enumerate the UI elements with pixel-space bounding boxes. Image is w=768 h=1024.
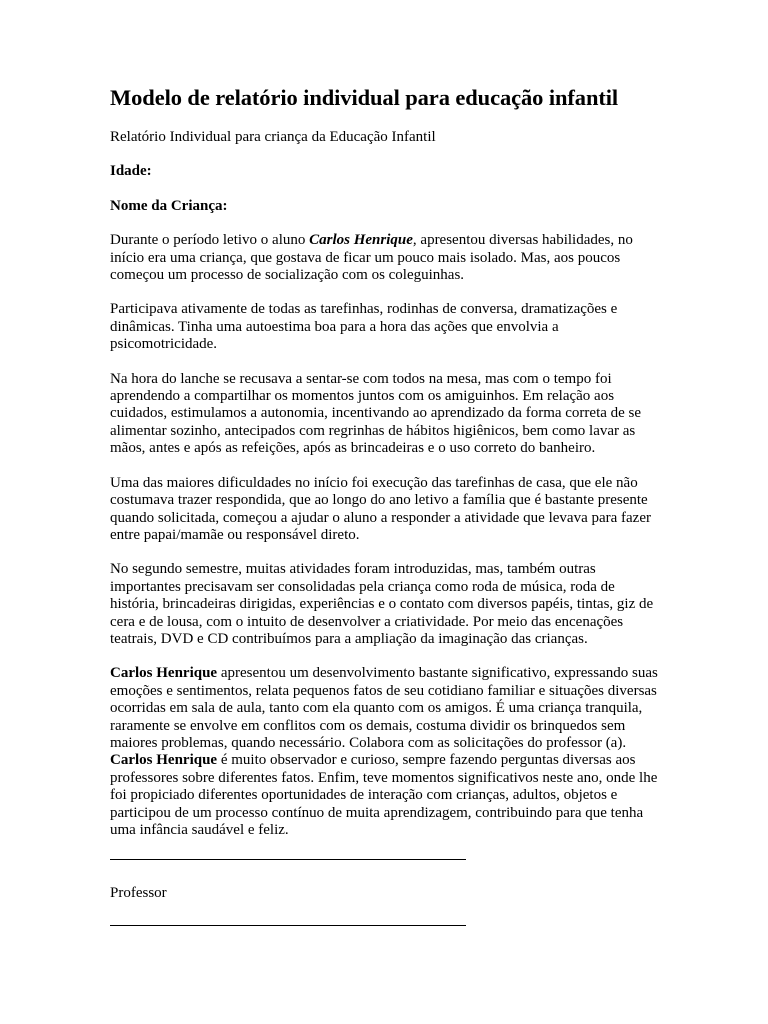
- document-page: [110, 84, 662, 926]
- age-label: Idade:: [110, 163, 152, 180]
- paragraph-second-semester: No segundo semestre, muitas atividades foram introduzidas, mas, também outras importantes precisavam ser consolidadas pela criança como roda de música, roda de história, brincadeiras dirigidas, experiências e o contato com diversos papéis, tintas, giz de cera e de lousa, com o intuito de desenvolver a criatividade. Por meio das encenações teatrais, DVD e CD contribuímos para a ampliação da imaginação das crianças.: [110, 561, 654, 647]
- paragraph-participation: Participava ativamente de todas as tarefinhas, rodinhas de conversa, dramatizações e dinâmicas. Tinha uma autoestima boa para a hora das ações que envolvia a psicomotricidade.: [110, 301, 618, 353]
- signature-label: Professor: [110, 885, 167, 902]
- paragraph-development-part-2: é muito observador e curioso, sempre fazendo perguntas diversas aos professores sobre diferentes fatos. Enfim, teve momentos significativos neste ano, onde lhe foi propiciado diferentes oportunidades de interação com crianças, adultos, objetos e participou de um processo contínuo de muita aprendizagem, contribuindo para que tenha uma infância saudável e feliz.: [110, 752, 658, 838]
- paragraph-snack: Na hora do lanche se recusava a sentar-se com todos na mesa, mas com o tempo foi aprendendo a compartilhar os momentos juntos com os amiguinhos. Em relação aos cuidados, estimulamos a autonomia, incentivando ao aprendizado da forma correta de se alimentar sozinho, antecipados com regrinhas de hábitos higiênicos, bem como lavar as mãos, antes e após as refeições, após as brincadeiras e o uso correto do banheiro.: [110, 370, 642, 457]
- student-name: Carlos Henrique: [309, 232, 413, 249]
- paragraph-intro: [110, 232, 662, 284]
- paragraph-development: [110, 665, 662, 839]
- signature-line: [110, 925, 466, 926]
- student-name: Carlos Henrique: [110, 752, 218, 769]
- paragraph-intro-end: , apresentou diversas habilidades, no início era uma criança, que gostava de ficar um pouco mais isolado. Mas, aos poucos começou um processo de socialização com os coleguinhas.: [110, 232, 633, 284]
- document-subtitle: Relatório Individual para criança da Educação Infantil: [110, 129, 436, 145]
- student-name: Carlos Henrique: [110, 665, 218, 682]
- paragraph-intro-start: Durante o período letivo o aluno: [110, 232, 310, 249]
- child-name-label: Nome da Criança:: [110, 197, 228, 214]
- document-title: Modelo de relatório individual para educação infantil: [110, 85, 619, 110]
- paragraph-development-part-1: apresentou um desenvolvimento bastante significativo, expressando suas emoções e sentimentos, relata pequenos fatos de seu cotidiano familiar e situações diversas ocorridas em sala de aula, tanto com ela quanto com os amigos. É uma criança tranquila, raramente se envolve em conflitos com os demais, costuma dividir os brinquedos sem maiores problemas, quando necessário. Colabora com as solicitações do professor (a).: [110, 665, 658, 751]
- paragraph-homework: Uma das maiores dificuldades no início foi execução das tarefinhas de casa, que ele não costumava trazer respondida, que ao longo do ano letivo a família que é bastante presente quando solicitada, começou a ajudar o aluno a responder a atividade que levava para fazer entre papai/mamãe ou responsável direto.: [110, 474, 651, 543]
- signature-line: [110, 859, 466, 860]
